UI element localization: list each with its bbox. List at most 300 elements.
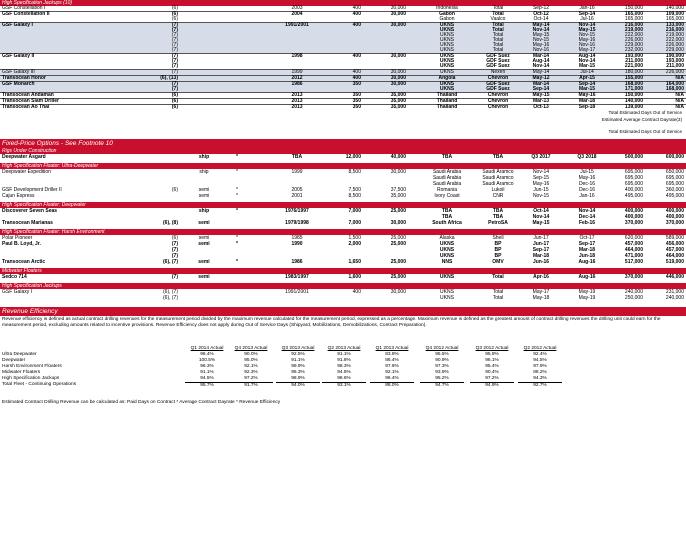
rig-name: Transocean Ao Thai — [2, 104, 50, 110]
location: South Africa — [432, 220, 462, 226]
location: TBA — [441, 208, 453, 214]
current-dayrate: 500,000 — [624, 154, 643, 160]
location: Saudi Arabia — [432, 169, 462, 175]
contract-start: May-15 — [532, 220, 550, 226]
year-built: 1999 — [291, 169, 303, 175]
previous-dayrate: 190,000 — [665, 53, 684, 59]
customer: Total — [492, 289, 504, 295]
previous-dayrate: N/A — [675, 75, 684, 81]
efficiency-column-header: Q4 2013 Actual — [234, 346, 268, 351]
efficiency-value: 97.9% — [533, 364, 547, 369]
table-row — [0, 193, 686, 199]
footnote-ref: (7) — [171, 32, 178, 38]
current-dayrate: 464,000 — [624, 247, 643, 253]
customer: Total — [492, 37, 504, 43]
efficiency-value: 83.8% — [385, 352, 399, 357]
drilling-depth: 37,500 — [390, 187, 406, 193]
year-built: 1983/1997 — [285, 274, 309, 280]
efficiency-value: 92.5% — [291, 352, 305, 357]
current-dayrate: 495,000 — [624, 193, 643, 199]
previous-dayrate: 226,000 — [665, 69, 684, 75]
drilling-depth: 30,000 — [390, 11, 406, 17]
drilling-depth: 30,000 — [390, 289, 406, 295]
contract-end: May-15 — [578, 27, 596, 33]
rig-type: semi — [198, 235, 210, 241]
contract-end: Nov-14 — [578, 22, 596, 28]
customer: Total — [492, 47, 504, 53]
drilling-depth: 35,000 — [390, 92, 406, 98]
customer: Total — [492, 22, 504, 28]
water-depth: 2,000 — [348, 241, 361, 247]
previous-dayrate: 193,000 — [665, 58, 684, 64]
contract-start: Nov-15 — [532, 193, 550, 199]
previous-dayrate: 457,000 — [665, 247, 684, 253]
contract-start: Mar-14 — [532, 81, 550, 87]
contract-end: Nov-16 — [578, 42, 596, 48]
footnote-days-out: Total Estimated Days Out of Service — [608, 110, 682, 115]
location: Saudi Arabia — [432, 181, 462, 187]
rig-name: Cajun Express — [2, 193, 35, 199]
efficiency-column-header: Q3 2012 Actual — [475, 346, 509, 351]
efficiency-column-header: Q2 2013 Actual — [327, 346, 361, 351]
efficiency-value: 93.9% — [435, 370, 449, 375]
drilling-depth: 30,000 — [390, 69, 406, 75]
efficiency-header: Revenue Efficiency — [0, 307, 686, 316]
drilling-depth: 30,000 — [390, 81, 406, 87]
contract-end: Jan-16 — [579, 5, 595, 11]
drilling-depth: 25,000 — [390, 241, 406, 247]
water-depth: 400 — [352, 5, 361, 11]
contract-start: May-16 — [532, 181, 550, 187]
efficiency-value: 92.1% — [244, 364, 258, 369]
table-row — [0, 104, 686, 110]
year-built: 1979/1998 — [285, 220, 309, 226]
efficiency-value: 91.8% — [337, 358, 351, 363]
customer: Total — [492, 11, 504, 17]
contract-end: Nov-14 — [578, 208, 596, 214]
location: Gabon — [439, 11, 455, 17]
customer: Total — [492, 5, 504, 11]
year-built: 1991/2001 — [285, 22, 309, 28]
group-header: Midwater Floaters — [0, 268, 686, 274]
previous-dayrate: 240,000 — [665, 295, 684, 301]
water-depth: 12,000 — [345, 154, 361, 160]
rig-name: GSF Galaxy I — [2, 22, 33, 28]
drilling-depth: 35,000 — [390, 193, 406, 199]
efficiency-value: 95.3% — [291, 370, 305, 375]
contract-start: Jun-17 — [533, 235, 549, 241]
water-depth: 400 — [352, 289, 361, 295]
location: UKNS — [439, 58, 455, 64]
rig-name: Deepwater Asgard — [2, 154, 46, 160]
rig-name: GSF Constellation I — [2, 5, 46, 11]
previous-dayrate: 168,000 — [665, 86, 684, 92]
location: Saudi Arabia — [432, 175, 462, 181]
efficiency-value: 88.2% — [533, 370, 547, 375]
previous-dayrate: 360,000 — [665, 187, 684, 193]
efficiency-value: 95.5% — [435, 352, 449, 357]
contract-start: May-18 — [532, 295, 550, 301]
location: Gabon — [439, 16, 455, 22]
contract-start: Nov-16 — [532, 47, 550, 53]
efficiency-row-label: Total Fleet - Continuing Operations — [2, 382, 77, 387]
footnote-ref: (6) — [171, 5, 178, 11]
efficiency-value: 99.9% — [291, 364, 305, 369]
contract-start: Mar-18 — [532, 253, 550, 259]
contract-end: May-19 — [578, 289, 596, 295]
efficiency-row-label: High Specification Jackups — [2, 376, 60, 381]
efficiency-value: 96.1% — [485, 358, 499, 363]
efficiency-value: 97.6% — [385, 364, 399, 369]
footnote-ref: (7) — [171, 81, 178, 87]
drilling-depth: 25,000 — [390, 208, 406, 214]
rig-name: Transocean Honor — [2, 75, 46, 81]
contract-start: Nov-14 — [532, 214, 550, 220]
water-depth: 1,600 — [348, 274, 361, 280]
previous-dayrate: 164,000 — [665, 81, 684, 87]
water-depth: 350 — [352, 92, 361, 98]
efficiency-value: 94.7% — [420, 382, 464, 389]
table-row — [0, 295, 686, 301]
contract-end: May-16 — [578, 92, 596, 98]
previous-dayrate: 589,000 — [665, 235, 684, 241]
contract-start: Oct-13 — [533, 104, 549, 110]
table-row — [0, 259, 686, 265]
previous-dayrate: 211,000 — [666, 63, 684, 69]
footnote-ref: (6) — [171, 16, 178, 22]
year-built: 1985 — [291, 235, 303, 241]
dynamic-positioning-mark: * — [236, 259, 238, 265]
rig-name: Sedco 714 — [2, 274, 27, 280]
footnote-ref: (6), (7) — [163, 289, 178, 295]
efficiency-row-label: Ultra Deepwater — [2, 352, 37, 357]
contract-start: Aug-14 — [532, 58, 550, 64]
efficiency-value: 88.0% — [370, 382, 414, 389]
water-depth: 7,500 — [348, 187, 361, 193]
contract-end: Aug-16 — [578, 274, 596, 280]
drilling-depth: 35,000 — [390, 98, 406, 104]
previous-dayrate: 650,000 — [665, 169, 684, 175]
previous-dayrate: 370,000 — [665, 220, 684, 226]
contract-end: Feb-16 — [578, 220, 596, 226]
efficiency-value: 95.0% — [244, 358, 258, 363]
efficiency-value: 90.4% — [485, 370, 499, 375]
previous-dayrate: 226,000 — [665, 42, 684, 48]
footnote-ref: (7) — [171, 47, 178, 53]
location: UKNS — [440, 42, 454, 48]
drilling-depth: 30,000 — [390, 220, 406, 226]
current-dayrate: 250,000 — [624, 295, 643, 301]
group-header: High Specification Jackups — [0, 283, 686, 289]
group-spacer — [0, 301, 686, 304]
location: UKNS — [439, 253, 455, 259]
current-dayrate: 165,000 — [624, 16, 643, 22]
current-dayrate: 171,000 — [624, 86, 643, 92]
contract-end: Aug-14 — [578, 53, 596, 59]
contract-end: May-16 — [578, 37, 596, 43]
group-header: High Specification Floater: Deepwater — [0, 202, 686, 208]
contract-end: May-17 — [578, 47, 596, 53]
contract-end: Mar-15 — [578, 86, 596, 92]
dynamic-positioning-mark: * — [236, 187, 238, 193]
footnote-ref: (7) — [171, 22, 178, 28]
efficiency-value: 96.4% — [385, 376, 399, 381]
efficiency-value: 100.5% — [198, 358, 216, 363]
efficiency-column-header: Q3 2013 Actual — [281, 346, 315, 351]
drilling-depth: 40,000 — [390, 154, 406, 160]
efficiency-value: 98.3% — [337, 364, 351, 369]
efficiency-value: 90.9% — [435, 358, 449, 363]
contract-end: Nov-15 — [578, 32, 596, 38]
efficiency-value: 98.6% — [337, 376, 351, 381]
customer: Saudi Aramco — [482, 181, 514, 187]
previous-dayrate: 222,000 — [665, 37, 684, 43]
current-dayrate: 221,000 — [624, 63, 643, 69]
footnote-ref: (7) — [171, 253, 178, 259]
customer: TBA — [492, 208, 504, 214]
footnote-ref: (6), (7) — [163, 259, 178, 265]
water-depth: 400 — [352, 75, 361, 81]
efficiency-footer: Estimated Contract Drilling Revenue can be calculated as: Paid Days on Contract * Average Contract Dayrate * Revenue Efficiency — [2, 400, 281, 405]
current-dayrate: 471,000 — [624, 253, 643, 259]
dynamic-positioning-mark: * — [236, 235, 238, 241]
water-depth: 1,500 — [348, 235, 361, 241]
previous-dayrate: 109,000 — [665, 11, 684, 17]
footnote-days-out-2: Total Estimated Days Out of Service — [608, 129, 682, 134]
previous-dayrate: 216,000 — [665, 27, 684, 33]
rig-type: semi — [198, 241, 210, 247]
footnote-ref: (7) — [171, 37, 178, 43]
efficiency-value: 92.4% — [533, 352, 547, 357]
current-dayrate: 150,000 — [624, 92, 643, 98]
rig-name: Transocean Arctic — [2, 259, 46, 265]
rig-name: Paul B. Loyd, Jr. — [2, 241, 41, 247]
contract-end: Jul-15 — [580, 169, 594, 175]
location: UKNS — [440, 47, 454, 53]
water-depth: 7,000 — [348, 208, 361, 214]
contract-end: May-19 — [578, 295, 596, 301]
efficiency-row-label: Deepwater — [2, 358, 26, 363]
year-built: 2013 — [291, 98, 303, 104]
efficiency-value: 91.1% — [200, 370, 214, 375]
footnote-ref: (7) — [171, 63, 178, 69]
efficiency-value: 95.9% — [485, 352, 499, 357]
current-dayrate: 457,000 — [624, 241, 643, 247]
location: UKNS — [440, 289, 454, 295]
location: Ivory Coast — [434, 193, 460, 199]
table-row — [0, 220, 686, 226]
footnote-ref: (7) — [171, 274, 178, 280]
rig-type: semi — [198, 193, 210, 199]
contract-start: May-14 — [532, 69, 550, 75]
previous-dayrate: 231,000 — [665, 289, 684, 295]
year-built: 1976/1997 — [285, 208, 309, 214]
previous-dayrate: 140,000 — [665, 5, 684, 11]
fixed-options-header: Fixed-Price Options - See Footnote 10 — [0, 139, 686, 148]
drilling-depth: 25,000 — [390, 235, 406, 241]
current-dayrate: 155,000 — [624, 75, 643, 81]
efficiency-value: 98.9% — [291, 376, 305, 381]
customer: Chevron — [487, 75, 509, 81]
efficiency-value: 91.1% — [291, 358, 305, 363]
previous-dayrate: 495,000 — [665, 193, 684, 199]
location: Alaska — [439, 235, 455, 241]
customer: BP — [494, 241, 502, 247]
location: UKNS — [440, 295, 454, 301]
customer: GDF Suez — [486, 58, 510, 64]
group-header: High Specification Floater: Harsh Environment — [0, 229, 686, 235]
efficiency-row — [0, 382, 686, 388]
customer: TBA — [492, 154, 504, 160]
contract-end: Jun-18 — [578, 253, 596, 259]
efficiency-column-header: Q2 2012 Actual — [523, 346, 557, 351]
group-header: High Specification Floater: Ultra-Deepwater — [0, 163, 686, 169]
efficiency-section — [0, 307, 686, 405]
contract-start: Mar-14 — [532, 53, 550, 59]
contract-start: Nov-14 — [532, 63, 550, 69]
current-dayrate: 370,000 — [624, 220, 643, 226]
footnote-ref: (7) — [171, 42, 178, 48]
contract-start: May-15 — [532, 92, 550, 98]
contract-start: Nov-15 — [532, 37, 550, 43]
year-built: 2013 — [291, 104, 303, 110]
current-dayrate: 695,000 — [624, 169, 643, 175]
location: UKNS — [439, 81, 455, 87]
contract-end: Mar-15 — [578, 63, 596, 69]
water-depth: 350 — [352, 98, 361, 104]
current-dayrate: 232,000 — [624, 47, 643, 53]
efficiency-value: 93.1% — [322, 382, 366, 389]
efficiency-table — [0, 346, 686, 388]
drilling-depth: 30,000 — [390, 5, 406, 11]
rig-name: Discoverer Seven Seas — [2, 208, 58, 214]
efficiency-value: 90.0% — [244, 352, 258, 357]
year-built: 1986 — [291, 259, 303, 265]
customer: GDF Suez — [486, 81, 510, 87]
footnote-ref: (7) — [171, 27, 178, 33]
customer: Chevron — [487, 104, 509, 110]
current-dayrate: 180,000 — [624, 69, 643, 75]
contract-start: May-14 — [532, 22, 550, 28]
current-dayrate: 139,000 — [624, 104, 643, 110]
previous-dayrate: 165,000 — [665, 16, 684, 22]
current-dayrate: 400,000 — [624, 187, 643, 193]
dynamic-positioning-mark: * — [236, 154, 238, 160]
jackups-header: High Specification Jackups (10) — [0, 0, 686, 6]
previous-dayrate: 695,000 — [665, 181, 684, 187]
contract-start: May-16 — [532, 42, 550, 48]
current-dayrate: 370,000 — [624, 274, 643, 280]
current-dayrate: 695,000 — [624, 181, 643, 187]
drilling-depth: 30,000 — [390, 75, 406, 81]
efficiency-value: 94.3% — [533, 376, 547, 381]
contract-end: Dec-16 — [578, 187, 596, 193]
current-dayrate: 620,000 — [624, 235, 643, 241]
footnote-ref: (6) — [171, 235, 178, 241]
current-dayrate: 140,000 — [624, 98, 643, 104]
contract-end: Sep-14 — [578, 81, 596, 87]
efficiency-value: 96.3% — [200, 364, 214, 369]
footnote-ref: (7) — [171, 53, 178, 59]
rig-name: Transocean Andaman — [2, 92, 54, 98]
footnote-ref: (6), (8) — [163, 220, 178, 226]
location: UKNS — [440, 69, 454, 75]
efficiency-value: 91.7% — [229, 382, 273, 389]
contract-end: May-16 — [578, 175, 596, 181]
year-built: 1999 — [291, 69, 303, 75]
footnote-ref: (6), (7) — [163, 295, 178, 301]
location: TBA — [441, 154, 453, 160]
customer: GDF Suez — [486, 53, 510, 59]
drilling-depth: 30,000 — [390, 169, 406, 175]
location: Thailand — [436, 104, 458, 110]
year-built: 1986 — [291, 81, 303, 87]
efficiency-value: 91.1% — [337, 352, 351, 357]
efficiency-value: 92.7% — [518, 382, 562, 389]
footnote-ref: (6) — [171, 187, 178, 193]
footnote-ref: (7) — [171, 86, 178, 92]
efficiency-value: 86.4% — [385, 358, 399, 363]
water-depth: 350 — [352, 81, 361, 87]
customer: Nexen — [490, 69, 506, 75]
efficiency-value: 95.2% — [435, 376, 449, 381]
customer: Total — [492, 27, 504, 33]
jackups-table — [0, 6, 686, 110]
footnote-ref: (6) — [171, 92, 178, 98]
rig-type: semi — [198, 259, 210, 265]
current-dayrate: 240,000 — [624, 289, 643, 295]
efficiency-value: 92.1% — [385, 370, 399, 375]
contract-end: Jan-16 — [579, 193, 595, 199]
contract-start: Oct-12 — [533, 11, 549, 17]
drilling-depth: 35,000 — [390, 104, 406, 110]
previous-dayrate: 229,000 — [665, 47, 684, 53]
customer: Vaalco — [490, 16, 506, 22]
current-dayrate: 400,000 — [624, 214, 643, 220]
current-dayrate: 193,000 — [624, 53, 643, 59]
dynamic-positioning-mark: * — [236, 193, 238, 199]
customer: CNR — [492, 193, 504, 199]
efficiency-value: 97.3% — [435, 364, 449, 369]
location: Angola — [438, 75, 456, 81]
current-dayrate: 168,000 — [624, 81, 643, 87]
previous-dayrate: N/A — [675, 98, 684, 104]
customer: Total — [492, 42, 504, 48]
contract-start: Apr-16 — [533, 274, 549, 280]
contract-start: Nov-14 — [532, 27, 550, 33]
efficiency-column-header: Q1 2014 Actual — [190, 346, 224, 351]
water-depth: 7,000 — [348, 220, 361, 226]
customer: Saudi Aramco — [482, 169, 514, 175]
efficiency-value: 94.9% — [470, 382, 514, 389]
contract-end: Oct-17 — [579, 235, 595, 241]
year-built: 1998 — [291, 53, 303, 59]
current-dayrate: 211,000 — [625, 58, 643, 64]
contract-start: Sep-17 — [532, 247, 550, 253]
current-dayrate: 165,000 — [624, 11, 643, 17]
location: Romania — [436, 187, 457, 193]
contract-end: Dec-14 — [578, 214, 596, 220]
year-built: 1991/2001 — [285, 289, 309, 295]
contract-start: Jun-16 — [532, 259, 550, 265]
contract-end: Nov-14 — [578, 58, 596, 64]
efficiency-column-header: Q4 2012 Actual — [425, 346, 459, 351]
footnote-ref: (7) — [171, 241, 178, 247]
current-dayrate: 695,000 — [624, 175, 643, 181]
contract-start: Jun-17 — [532, 241, 550, 247]
contract-start: Mar-13 — [532, 98, 550, 104]
rig-name: GSF Galaxy III — [2, 69, 35, 75]
